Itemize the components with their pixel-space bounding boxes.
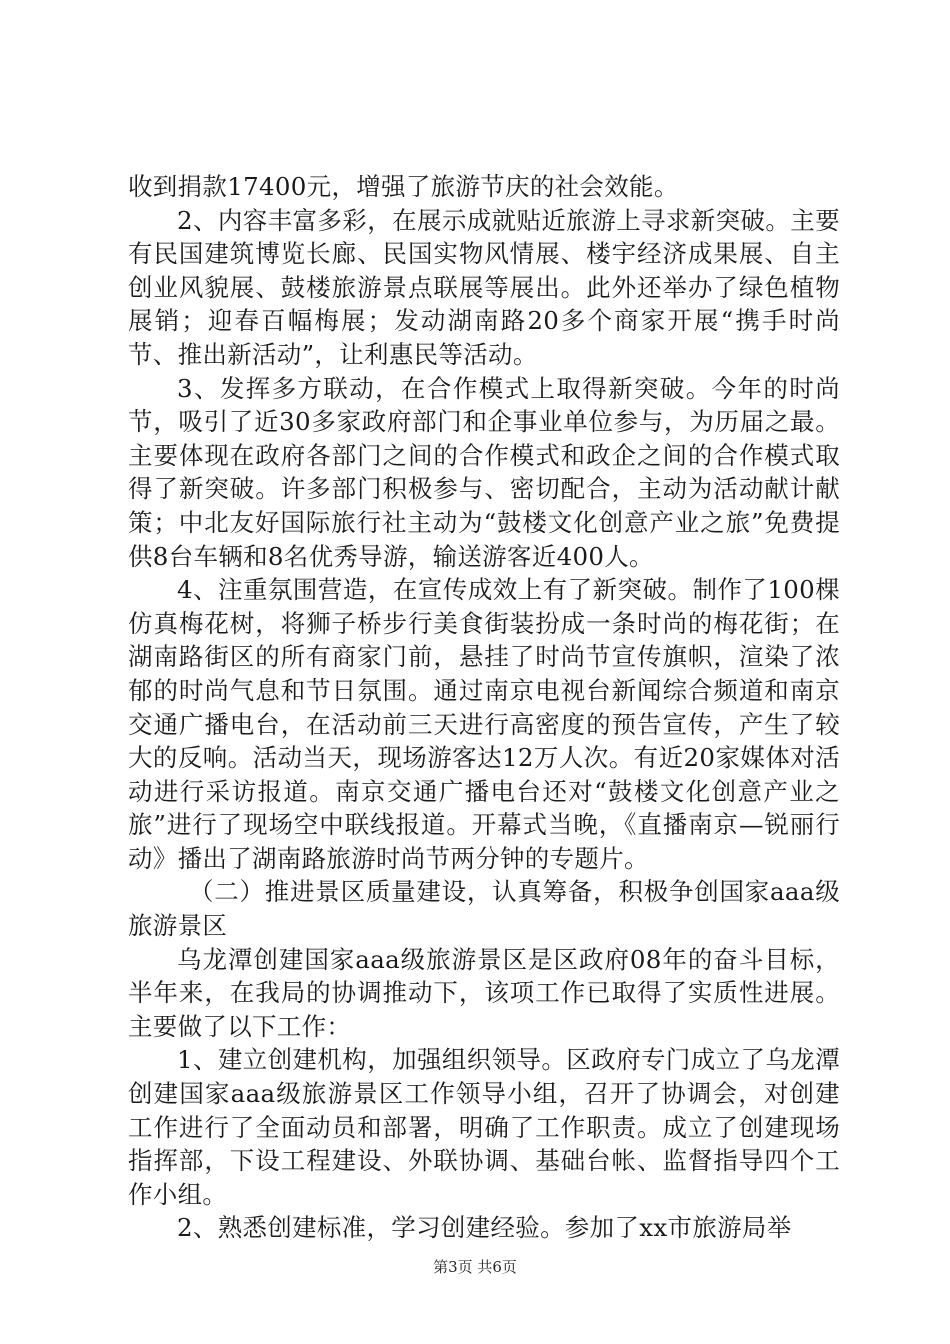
paragraph-establish-organization: 1、建立创建机构，加强组织领导。区政府专门成立了乌龙潭创建国家aaa级旅游景区工作领导小组，召开了协调会，对创建工作进行了全面动员和部署，明确了工作职责。成立了创建现场指挥部，下设工程建设、外联协调、基础台帐、监督指导四个工作小组。 (128, 1045, 840, 1209)
paragraph-multi-party-linkage: 3、发挥多方联动，在合作模式上取得新突破。今年的时尚节，吸引了近30多家政府部门和企事业单位参与，为历届之最。主要体现在政府各部门之间的合作模式和政企之间的合作模式取得了新突破。许多部门积极参与、密切配合，主动为活动献计献策；中北友好国际旅行社主动为“鼓楼文化创意产业之旅”免费提供8台车辆和8名优秀导游，输送游客近400人。 (128, 373, 840, 571)
paragraph-content-rich: 2、内容丰富多彩，在展示成就贴近旅游上寻求新突破。主要有民国建筑博览长廊、民国实物风情展、楼宇经济成果展、自主创业风貌展、鼓楼旅游景点联展等展出。此外还举办了绿色植物展销；迎春百幅梅展；发动湖南路20多个商家开展“携手时尚节、推出新活动”，让利惠民等活动。 (128, 205, 840, 369)
paragraph-atmosphere-publicity: 4、注重氛围营造，在宣传成效上有了新突破。制作了100棵仿真梅花树，将狮子桥步行美食街装扮成一条时尚的梅花街；在湖南路街区的所有商家门前，悬挂了时尚节宣传旗帜，渲染了浓郁的时尚气息和节日氛围。通过南京电视台新闻综合频道和南京交通广播电台，在活动前三天进行高密度的预告宣传，产生了较大的反响。活动当天，现场游客达12万人次。有近20家媒体对活动进行采访报道。南京交通广播电台还对“鼓楼文化创意产业之旅”进行了现场空中联线报道。开幕式当晚，《直播南京—锐丽行动》播出了湖南路旅游时尚节两分钟的专题片。 (128, 575, 840, 873)
section-heading-scenic-quality: （二）推进景区质量建设，认真筹备，积极争创国家aaa级旅游景区 (128, 877, 840, 941)
page-number-footer: 第3页 共6页 (433, 1258, 517, 1276)
document-body (128, 170, 840, 1245)
paragraph-donation-continued: 收到捐款17400元，增强了旅游节庆的社会效能。 (128, 172, 679, 201)
paragraph-wulongtan-goal: 乌龙潭创建国家aaa级旅游景区是区政府08年的奋斗目标，半年来，在我局的协调推动下，该项工作已取得了实质性进展。主要做了以下工作： (128, 944, 840, 1041)
paragraph-learn-standards: 2、熟悉创建标准，学习创建经验。参加了xx市旅游局举 (177, 1213, 792, 1243)
